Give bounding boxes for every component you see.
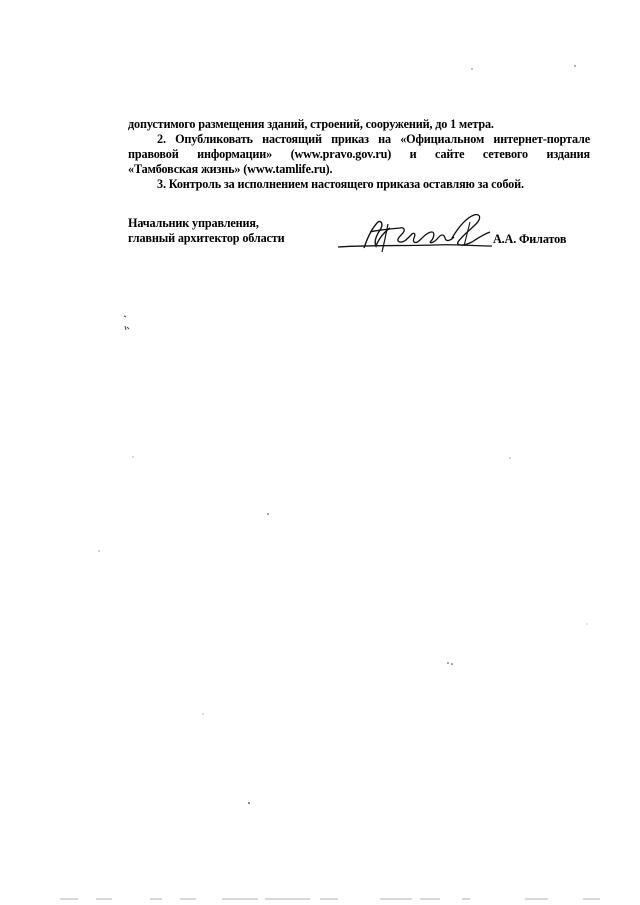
signatory-position-line-1: Начальник управления, (128, 216, 259, 230)
paragraph-2-line-3: «Тамбовская жизнь» (www.tamlife.ru). (128, 162, 333, 176)
paragraph-2-line-2: правовой информации» (www.pravo.gov.ru) и сайте сетевого издания (128, 147, 590, 161)
paragraph-3-line: 3. Контроль за исполнением настоящего приказа оставляю за собой. (157, 177, 524, 191)
signatory-position-line-2: главный архитектор области (128, 231, 285, 245)
paragraph-2-line-1: 2. Опубликовать настоящий приказ на «Официальном интернет-портале (157, 132, 590, 146)
signatory-name: А.А. Филатов (493, 232, 567, 246)
paragraph-1-line: допустимого размещения зданий, строений, сооружений, до 1 метра. (128, 117, 494, 131)
